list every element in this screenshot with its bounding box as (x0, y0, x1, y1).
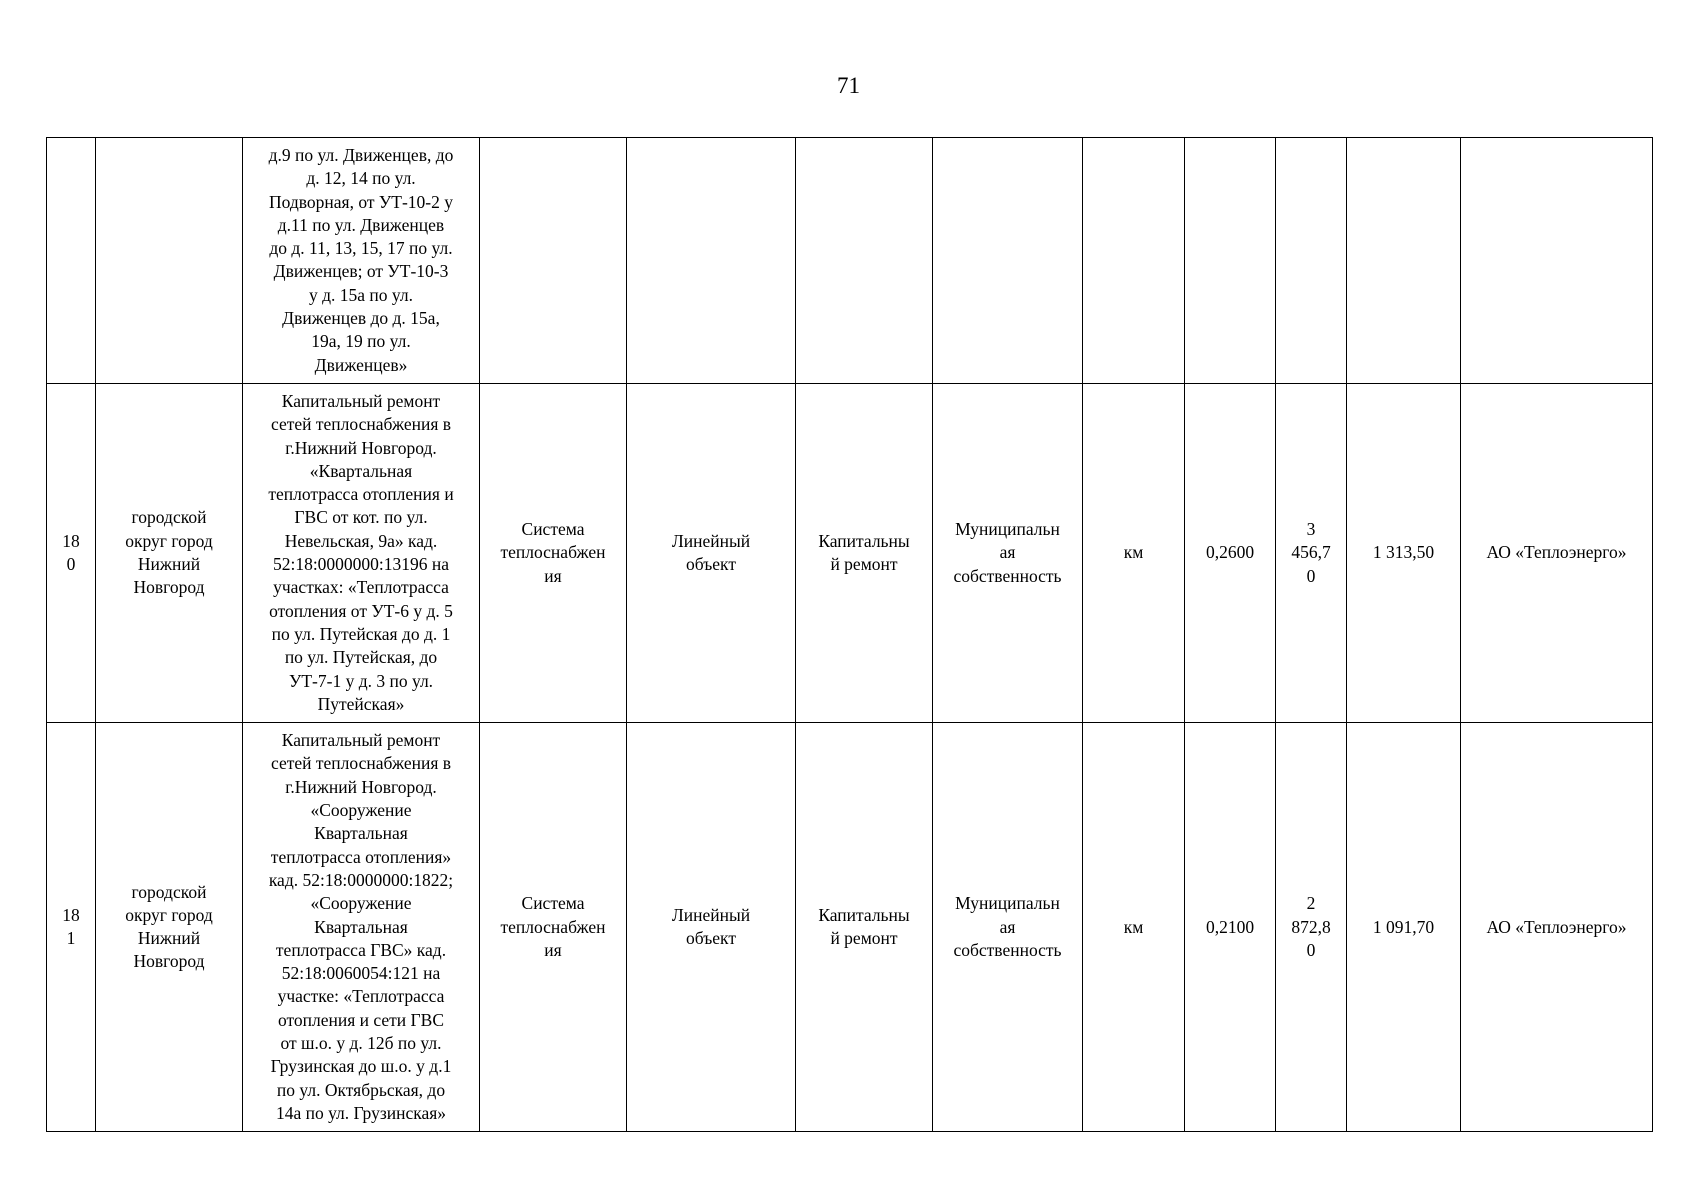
cell-text-line: 19а, 19 по ул. (311, 331, 411, 352)
cell-text-line: Муниципальн (955, 893, 1060, 914)
cell-text-line: теплотрасса отопления» (270, 846, 452, 867)
cell-text-line: 3 (1306, 519, 1316, 540)
cell-text-line: 14а по ул. Грузинская» (275, 1102, 447, 1123)
object-type-cell (627, 138, 796, 384)
cell-text-line: теплотрасса ГВС» кад. (275, 939, 447, 960)
cell-text-line: «Сооружение (310, 800, 412, 821)
cell-text-line: 456,7 (1291, 542, 1331, 563)
cost-year-cell (1347, 723, 1461, 1132)
cell-text-line: Квартальная (314, 823, 408, 844)
cell-text-line: теплоснабжен (500, 542, 606, 563)
cell-text-line: отопления и сети ГВС (277, 1009, 445, 1030)
cell-text-line: по ул. Путейская до д. 1 (271, 623, 451, 644)
table-row (47, 138, 1653, 384)
cell-text-line: АО «Теплоэнерго» (1486, 542, 1627, 563)
municipality-cell (96, 138, 243, 384)
cell-text-line: от ш.о. у д. 12б по ул. (280, 1032, 442, 1053)
cell-text-line: Капитальный ремонт (281, 730, 441, 751)
cell-text-line: Новгород (133, 577, 205, 598)
row-number-cell (47, 723, 96, 1132)
cell-text-line: объект (686, 554, 736, 575)
cell-text-line: 52:18:0000000:13196 на (272, 554, 450, 575)
cell-text-line: 0 (1306, 565, 1316, 586)
cell-text-line: ГВС от кот. по ул. (294, 507, 428, 528)
cell-text-line: Квартальная (314, 916, 408, 937)
cell-text-line: Система (521, 519, 585, 540)
cell-text-line: у д. 15а по ул. (308, 284, 413, 305)
ownership-cell (933, 138, 1083, 384)
organization-cell (1461, 723, 1653, 1132)
works-table (46, 137, 1653, 1132)
cost-total-cell (1276, 138, 1347, 384)
system-cell (480, 723, 627, 1132)
cell-text-line: Путейская» (317, 693, 405, 714)
cell-text-line: 52:18:0060054:121 на (281, 963, 441, 984)
cell-text-line: Муниципальн (955, 519, 1060, 540)
cell-text-line: Нижний (137, 554, 201, 575)
cell-text-line: 1 (66, 928, 76, 949)
work-type-cell (796, 383, 933, 722)
cell-text-line: 0 (66, 554, 76, 575)
cell-text-line: УТ-7-1 у д. 3 по ул. (288, 670, 434, 691)
cell-text-line: городской (131, 881, 207, 902)
length-cell (1185, 723, 1276, 1132)
cell-text-line: Движенцев» (314, 354, 408, 375)
cell-text-line: г.Нижний Новгород. (285, 437, 437, 458)
length-cell (1185, 383, 1276, 722)
cell-text-line: кад. 52:18:0000000:1822; (268, 869, 454, 890)
cell-text-line: 1 313,50 (1372, 542, 1435, 563)
cell-text-line: Движенцев; от УТ-10-3 (273, 261, 449, 282)
cell-text-line: «Сооружение (310, 893, 412, 914)
municipality-cell (96, 383, 243, 722)
organization-cell (1461, 138, 1653, 384)
cell-text-line: округ город (125, 904, 213, 925)
cell-text-line: объект (686, 928, 736, 949)
cell-text-line: до д. 11, 13, 15, 17 по ул. (269, 238, 453, 259)
cell-text-line: участках: «Теплотрасса (273, 577, 449, 598)
cell-text-line: Грузинская до ш.о. у д.1 (270, 1056, 452, 1077)
object-type-cell (627, 723, 796, 1132)
page-number: 71 (837, 73, 860, 98)
cell-text-line: участке: «Теплотрасса (277, 986, 445, 1007)
cell-text-line: 0 (1306, 939, 1316, 960)
cost-year-cell (1347, 138, 1461, 384)
cell-text-line: Нижний (137, 928, 201, 949)
system-cell (480, 383, 627, 722)
cell-text-line: км (1123, 916, 1144, 937)
ownership-cell (933, 383, 1083, 722)
cell-text-line: собственность (953, 939, 1062, 960)
cell-text-line: сетей теплоснабжения в (270, 753, 452, 774)
work-type-cell (796, 723, 933, 1132)
cell-text-line: собственность (953, 565, 1062, 586)
cell-text-line: 2 (1306, 893, 1316, 914)
cell-text-line: «Квартальная (309, 460, 413, 481)
cell-text-line: Линейный (671, 904, 751, 925)
cell-text-line: Новгород (133, 951, 205, 972)
cell-text-line: по ул. Путейская, до (284, 647, 438, 668)
cell-text-line: 1 091,70 (1372, 916, 1435, 937)
cell-text-line: й ремонт (830, 928, 898, 949)
cell-text-line: ая (999, 542, 1016, 563)
cell-text-line: Невельская, 9а» кад. (284, 530, 438, 551)
cell-text-line: ия (544, 939, 562, 960)
cell-text-line: Линейный (671, 530, 751, 551)
cell-text-line: Капитальны (818, 530, 910, 551)
cell-text-line: д.9 по ул. Движенцев, до (268, 145, 454, 165)
description-cell (243, 723, 480, 1132)
cell-text-line: по ул. Октябрьская, до (276, 1079, 446, 1100)
description-cell (243, 383, 480, 722)
system-cell (480, 138, 627, 384)
cell-text-line: Движенцев до д. 15а, (282, 308, 440, 329)
cell-text-line: округ город (125, 530, 213, 551)
table-row (47, 383, 1653, 722)
cell-text-line: г.Нижний Новгород. (285, 776, 437, 797)
cell-text-line: д.11 по ул. Движенцев (277, 214, 445, 235)
cell-text-line: ия (544, 565, 562, 586)
cell-text-line: теплоснабжен (500, 916, 606, 937)
unit-cell (1083, 138, 1185, 384)
cell-text-line: Капитальны (818, 904, 910, 925)
cell-text-line: Система (521, 893, 585, 914)
ownership-cell (933, 723, 1083, 1132)
cell-text-line: теплотрасса отопления и (268, 484, 454, 505)
cell-text-line: 18 (62, 530, 80, 551)
cell-text-line: Подворная, от УТ-10-2 у (268, 191, 453, 212)
table-row (47, 723, 1653, 1132)
unit-cell (1083, 383, 1185, 722)
cell-text-line: 0,2100 (1205, 916, 1255, 937)
cost-year-cell (1347, 383, 1461, 722)
cell-text-line: сетей теплоснабжения в (270, 414, 452, 435)
unit-cell (1083, 723, 1185, 1132)
length-cell (1185, 138, 1276, 384)
cell-text-line: городской (131, 507, 207, 528)
object-type-cell (627, 383, 796, 722)
cell-text-line: д. 12, 14 по ул. (306, 168, 416, 189)
organization-cell (1461, 383, 1653, 722)
cell-text-line: ая (999, 916, 1016, 937)
municipality-cell (96, 723, 243, 1132)
row-number-cell (47, 383, 96, 722)
table-body (47, 138, 1653, 1132)
description-cell (243, 138, 480, 384)
cost-total-cell (1276, 723, 1347, 1132)
cell-text-line: Капитальный ремонт (281, 390, 441, 411)
cell-text-line: 18 (62, 904, 80, 925)
cell-text-line: й ремонт (830, 554, 898, 575)
cell-text-line: 0,2600 (1205, 542, 1255, 563)
row-number-cell (47, 138, 96, 384)
work-type-cell (796, 138, 933, 384)
cost-total-cell (1276, 383, 1347, 722)
cell-text-line: отопления от УТ-6 у д. 5 (269, 600, 453, 621)
cell-text-line: 872,8 (1291, 916, 1331, 937)
cell-text-line: АО «Теплоэнерго» (1486, 916, 1627, 937)
cell-text-line: км (1123, 542, 1144, 563)
